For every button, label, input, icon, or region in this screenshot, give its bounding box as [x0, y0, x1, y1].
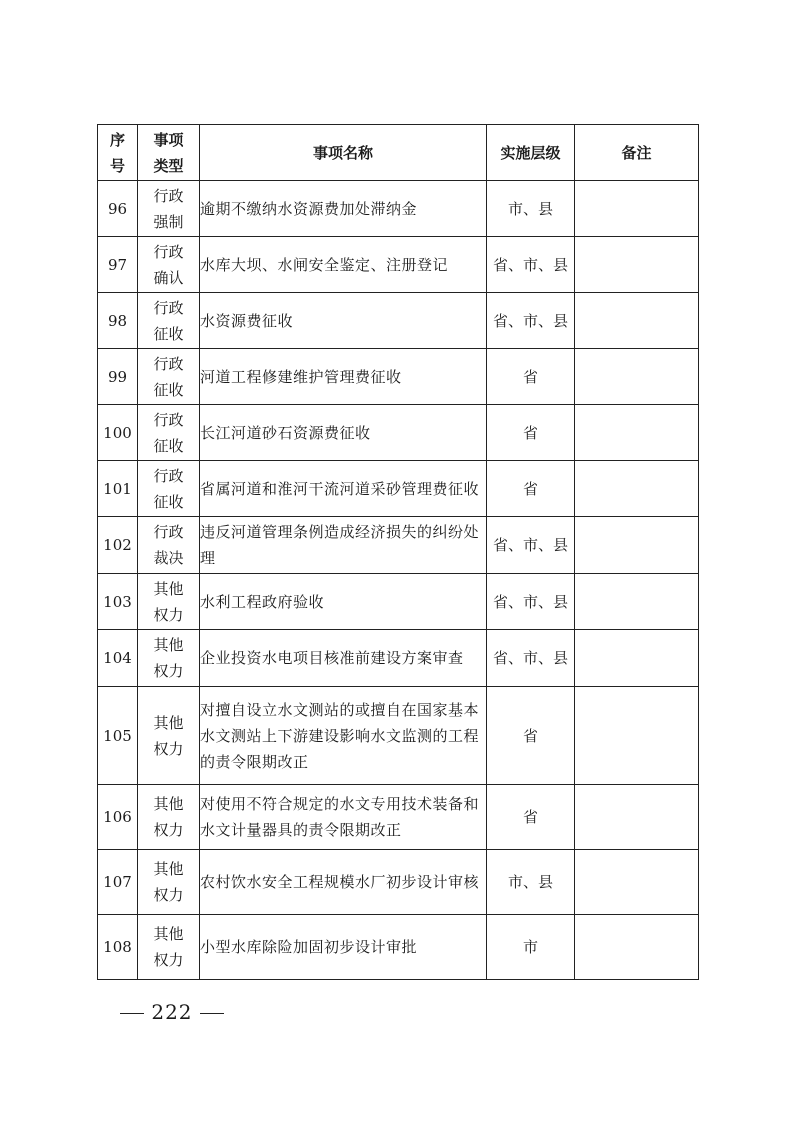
page-footer	[120, 1000, 224, 1024]
cell-type-line: 确认	[153, 268, 184, 287]
table-body	[98, 181, 699, 980]
cell-level: 省、市、县	[487, 293, 575, 349]
cell-type-line: 行政	[153, 354, 184, 373]
cell-type-line: 权力	[153, 605, 184, 624]
cell-type	[138, 915, 200, 980]
cell-type-line: 权力	[153, 739, 184, 758]
cell-type-line: 强制	[153, 212, 184, 231]
cell-no: 96	[98, 181, 138, 237]
table-row	[98, 630, 699, 687]
cell-type-line: 权力	[153, 821, 184, 839]
table-row	[98, 237, 699, 293]
cell-no: 104	[98, 630, 138, 687]
cell-type	[138, 630, 200, 687]
cell-level: 市、县	[487, 181, 575, 237]
page-number: 222	[151, 1000, 193, 1024]
cell-type	[138, 293, 200, 349]
cell-name: 河道工程修建维护管理费征收	[200, 349, 487, 405]
cell-name: 农村饮水安全工程规模水厂初步设计审核	[200, 850, 487, 915]
cell-type-line: 行政	[153, 410, 184, 429]
cell-type-line: 征收	[153, 436, 184, 455]
cell-level: 市、县	[487, 850, 575, 915]
cell-type	[138, 785, 200, 850]
cell-type	[138, 850, 200, 915]
cell-type-line: 其他	[153, 636, 184, 654]
cell-note	[575, 630, 699, 687]
cell-type-line: 裁决	[153, 549, 184, 567]
cell-note	[575, 405, 699, 461]
cell-no: 98	[98, 293, 138, 349]
table-row	[98, 293, 699, 349]
table-row	[98, 181, 699, 237]
cell-note	[575, 461, 699, 517]
table-row	[98, 349, 699, 405]
cell-type	[138, 517, 200, 574]
cell-name: 对擅自设立水文测站的或擅自在国家基本水文测站上下游建设影响水文监测的工程的责令限期改正	[200, 687, 487, 785]
cell-type	[138, 574, 200, 630]
cell-note	[575, 181, 699, 237]
cell-level: 市	[487, 915, 575, 980]
table-row	[98, 574, 699, 630]
cell-type-line: 行政	[153, 523, 184, 541]
cell-name: 逾期不缴纳水资源费加处滞纳金	[200, 181, 487, 237]
header-level: 实施层级	[487, 125, 575, 181]
cell-name: 对使用不符合规定的水文专用技术装备和水文计量器具的责令限期改正	[200, 785, 487, 850]
cell-type	[138, 349, 200, 405]
footer-dash-left	[120, 1013, 144, 1014]
cell-level: 省	[487, 461, 575, 517]
table-row	[98, 461, 699, 517]
cell-no: 108	[98, 915, 138, 980]
cell-type-line: 其他	[153, 925, 184, 943]
table-row	[98, 785, 699, 850]
cell-type-line: 其他	[153, 795, 184, 813]
cell-name: 小型水库除险加固初步设计审批	[200, 915, 487, 980]
cell-name: 水库大坝、水闸安全鉴定、注册登记	[200, 237, 487, 293]
cell-note	[575, 687, 699, 785]
header-name: 事项名称	[200, 125, 487, 181]
cell-note	[575, 517, 699, 574]
cell-level: 省、市、县	[487, 630, 575, 687]
cell-level: 省	[487, 349, 575, 405]
cell-no: 106	[98, 785, 138, 850]
cell-no: 101	[98, 461, 138, 517]
cell-type-line: 权力	[153, 886, 184, 904]
cell-no: 107	[98, 850, 138, 915]
cell-type-line: 征收	[153, 324, 184, 343]
cell-no: 99	[98, 349, 138, 405]
cell-type-line: 权力	[153, 951, 184, 969]
cell-type-line: 行政	[153, 466, 184, 485]
cell-name: 企业投资水电项目核准前建设方案审查	[200, 630, 487, 687]
cell-no: 100	[98, 405, 138, 461]
cell-name: 水资源费征收	[200, 293, 487, 349]
cell-level: 省、市、县	[487, 517, 575, 574]
cell-type-line: 其他	[153, 713, 184, 732]
cell-type-line: 其他	[153, 860, 184, 878]
cell-type	[138, 405, 200, 461]
header-type: 事项 类型	[138, 125, 200, 181]
cell-note	[575, 915, 699, 980]
cell-name: 省属河道和淮河干流河道采砂管理费征收	[200, 461, 487, 517]
cell-level: 省	[487, 405, 575, 461]
cell-type-line: 征收	[153, 492, 184, 511]
cell-no: 105	[98, 687, 138, 785]
footer-dash-right	[200, 1013, 224, 1014]
table-row	[98, 687, 699, 785]
cell-type-line: 其他	[153, 579, 184, 598]
cell-name: 长江河道砂石资源费征收	[200, 405, 487, 461]
cell-level: 省	[487, 785, 575, 850]
table-header	[98, 125, 699, 181]
header-note: 备注	[575, 125, 699, 181]
cell-name: 违反河道管理条例造成经济损失的纠纷处理	[200, 517, 487, 574]
header-no: 序 号	[98, 125, 138, 181]
cell-no: 103	[98, 574, 138, 630]
cell-level: 省、市、县	[487, 237, 575, 293]
cell-type	[138, 237, 200, 293]
cell-type-line: 行政	[153, 298, 184, 317]
cell-type	[138, 181, 200, 237]
cell-note	[575, 237, 699, 293]
cell-note	[575, 785, 699, 850]
cell-no: 97	[98, 237, 138, 293]
cell-level: 省、市、县	[487, 574, 575, 630]
cell-no: 102	[98, 517, 138, 574]
cell-type	[138, 687, 200, 785]
cell-type	[138, 461, 200, 517]
cell-type-line: 权力	[153, 662, 184, 680]
table-row	[98, 405, 699, 461]
table-row	[98, 850, 699, 915]
cell-note	[575, 850, 699, 915]
cell-note	[575, 574, 699, 630]
cell-type-line: 行政	[153, 186, 184, 205]
table-row	[98, 517, 699, 574]
cell-type-line: 行政	[153, 242, 184, 261]
items-table	[97, 124, 699, 980]
cell-level: 省	[487, 687, 575, 785]
cell-note	[575, 349, 699, 405]
table-row	[98, 915, 699, 980]
cell-note	[575, 293, 699, 349]
cell-name: 水利工程政府验收	[200, 574, 487, 630]
cell-type-line: 征收	[153, 380, 184, 399]
